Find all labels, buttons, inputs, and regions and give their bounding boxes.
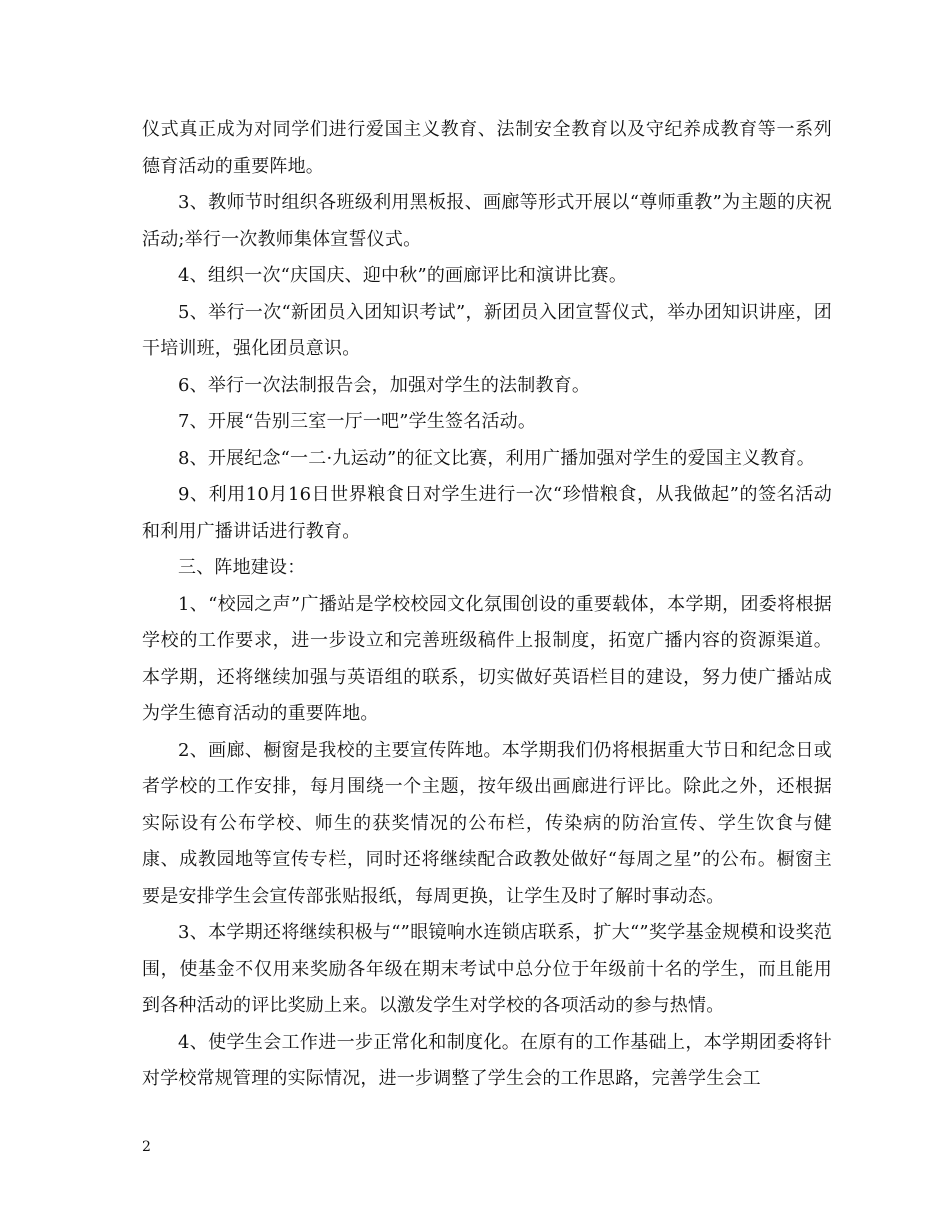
paragraph: 2、画廊、橱窗是我校的主要宣传阵地。本学期我们仍将根据重大节日和纪念日或者学校的工作安排，每月围绕一个主题，按年级出画廊进行评比。除此之外，还根据实际设有公布学校、师生的获奖情况的公布栏，传染病的防治宣传、学生饮食与健康、成教园地等宣传专栏，同时还将继续配合政教处做好“每周之星”的公布。橱窗主要是安排学生会宣传部张贴报纸，每周更换，让学生及时了解时事动态。	[142, 739, 832, 907]
section-heading: 三、阵地建设：	[178, 557, 306, 578]
document-body	[142, 112, 832, 1098]
paragraph: 仪式真正成为对同学们进行爱国主义教育、法制安全教育以及守纪养成教育等一系列德育活动的重要阵地。	[142, 119, 832, 177]
paragraph: 7、开展“告别三室一厅一吧”学生签名活动。	[178, 411, 537, 432]
paragraph: 5、举行一次“新团员入团知识考试”，新团员入团宣誓仪式，举办团知识讲座，团干培训班，强化团员意识。	[142, 301, 832, 359]
paragraph: 4、组织一次“庆国庆、迎中秋”的画廊评比和演讲比赛。	[178, 265, 628, 286]
paragraph: 8、开展纪念“一二·九运动”的征文比赛，利用广播加强对学生的爱国主义教育。	[178, 447, 815, 469]
paragraph: 9、利用10月16日世界粮食日对学生进行一次“珍惜粮食，从我做起”的签名活动和利用广播讲话进行教育。	[142, 484, 832, 542]
paragraph: 3、教师节时组织各班级利用黑板报、画廊等形式开展以“尊师重教”为主题的庆祝活动;举行一次教师集体宣誓仪式。	[142, 192, 832, 250]
paragraph: 4、使学生会工作进一步正常化和制度化。在原有的工作基础上，本学期团委将针对学校常规管理的实际情况，进一步调整了学生会的工作思路，完善学生会工	[142, 1031, 832, 1089]
paragraph: 6、举行一次法制报告会，加强对学生的法制教育。	[178, 374, 591, 396]
page-number: 2	[142, 1139, 151, 1155]
paragraph: 3、本学期还将继续积极与“”眼镜响水连锁店联系，扩大“”奖学基金规模和设奖范围，使基金不仅用来奖励各年级在期末考试中总分位于年级前十名的学生，而且能用到各种活动的评比奖励上来。以激发学生对学校的各项活动的参与热情。	[142, 922, 832, 1016]
paragraph: 1、“校园之声”广播站是学校校园文化氛围创设的重要载体，本学期，团委将根据学校的工作要求，进一步设立和完善班级稿件上报制度，拓宽广播内容的资源渠道。本学期，还将继续加强与英语组的联系，切实做好英语栏目的建设，努力使广播站成为学生德育活动的重要阵地。	[142, 593, 832, 724]
